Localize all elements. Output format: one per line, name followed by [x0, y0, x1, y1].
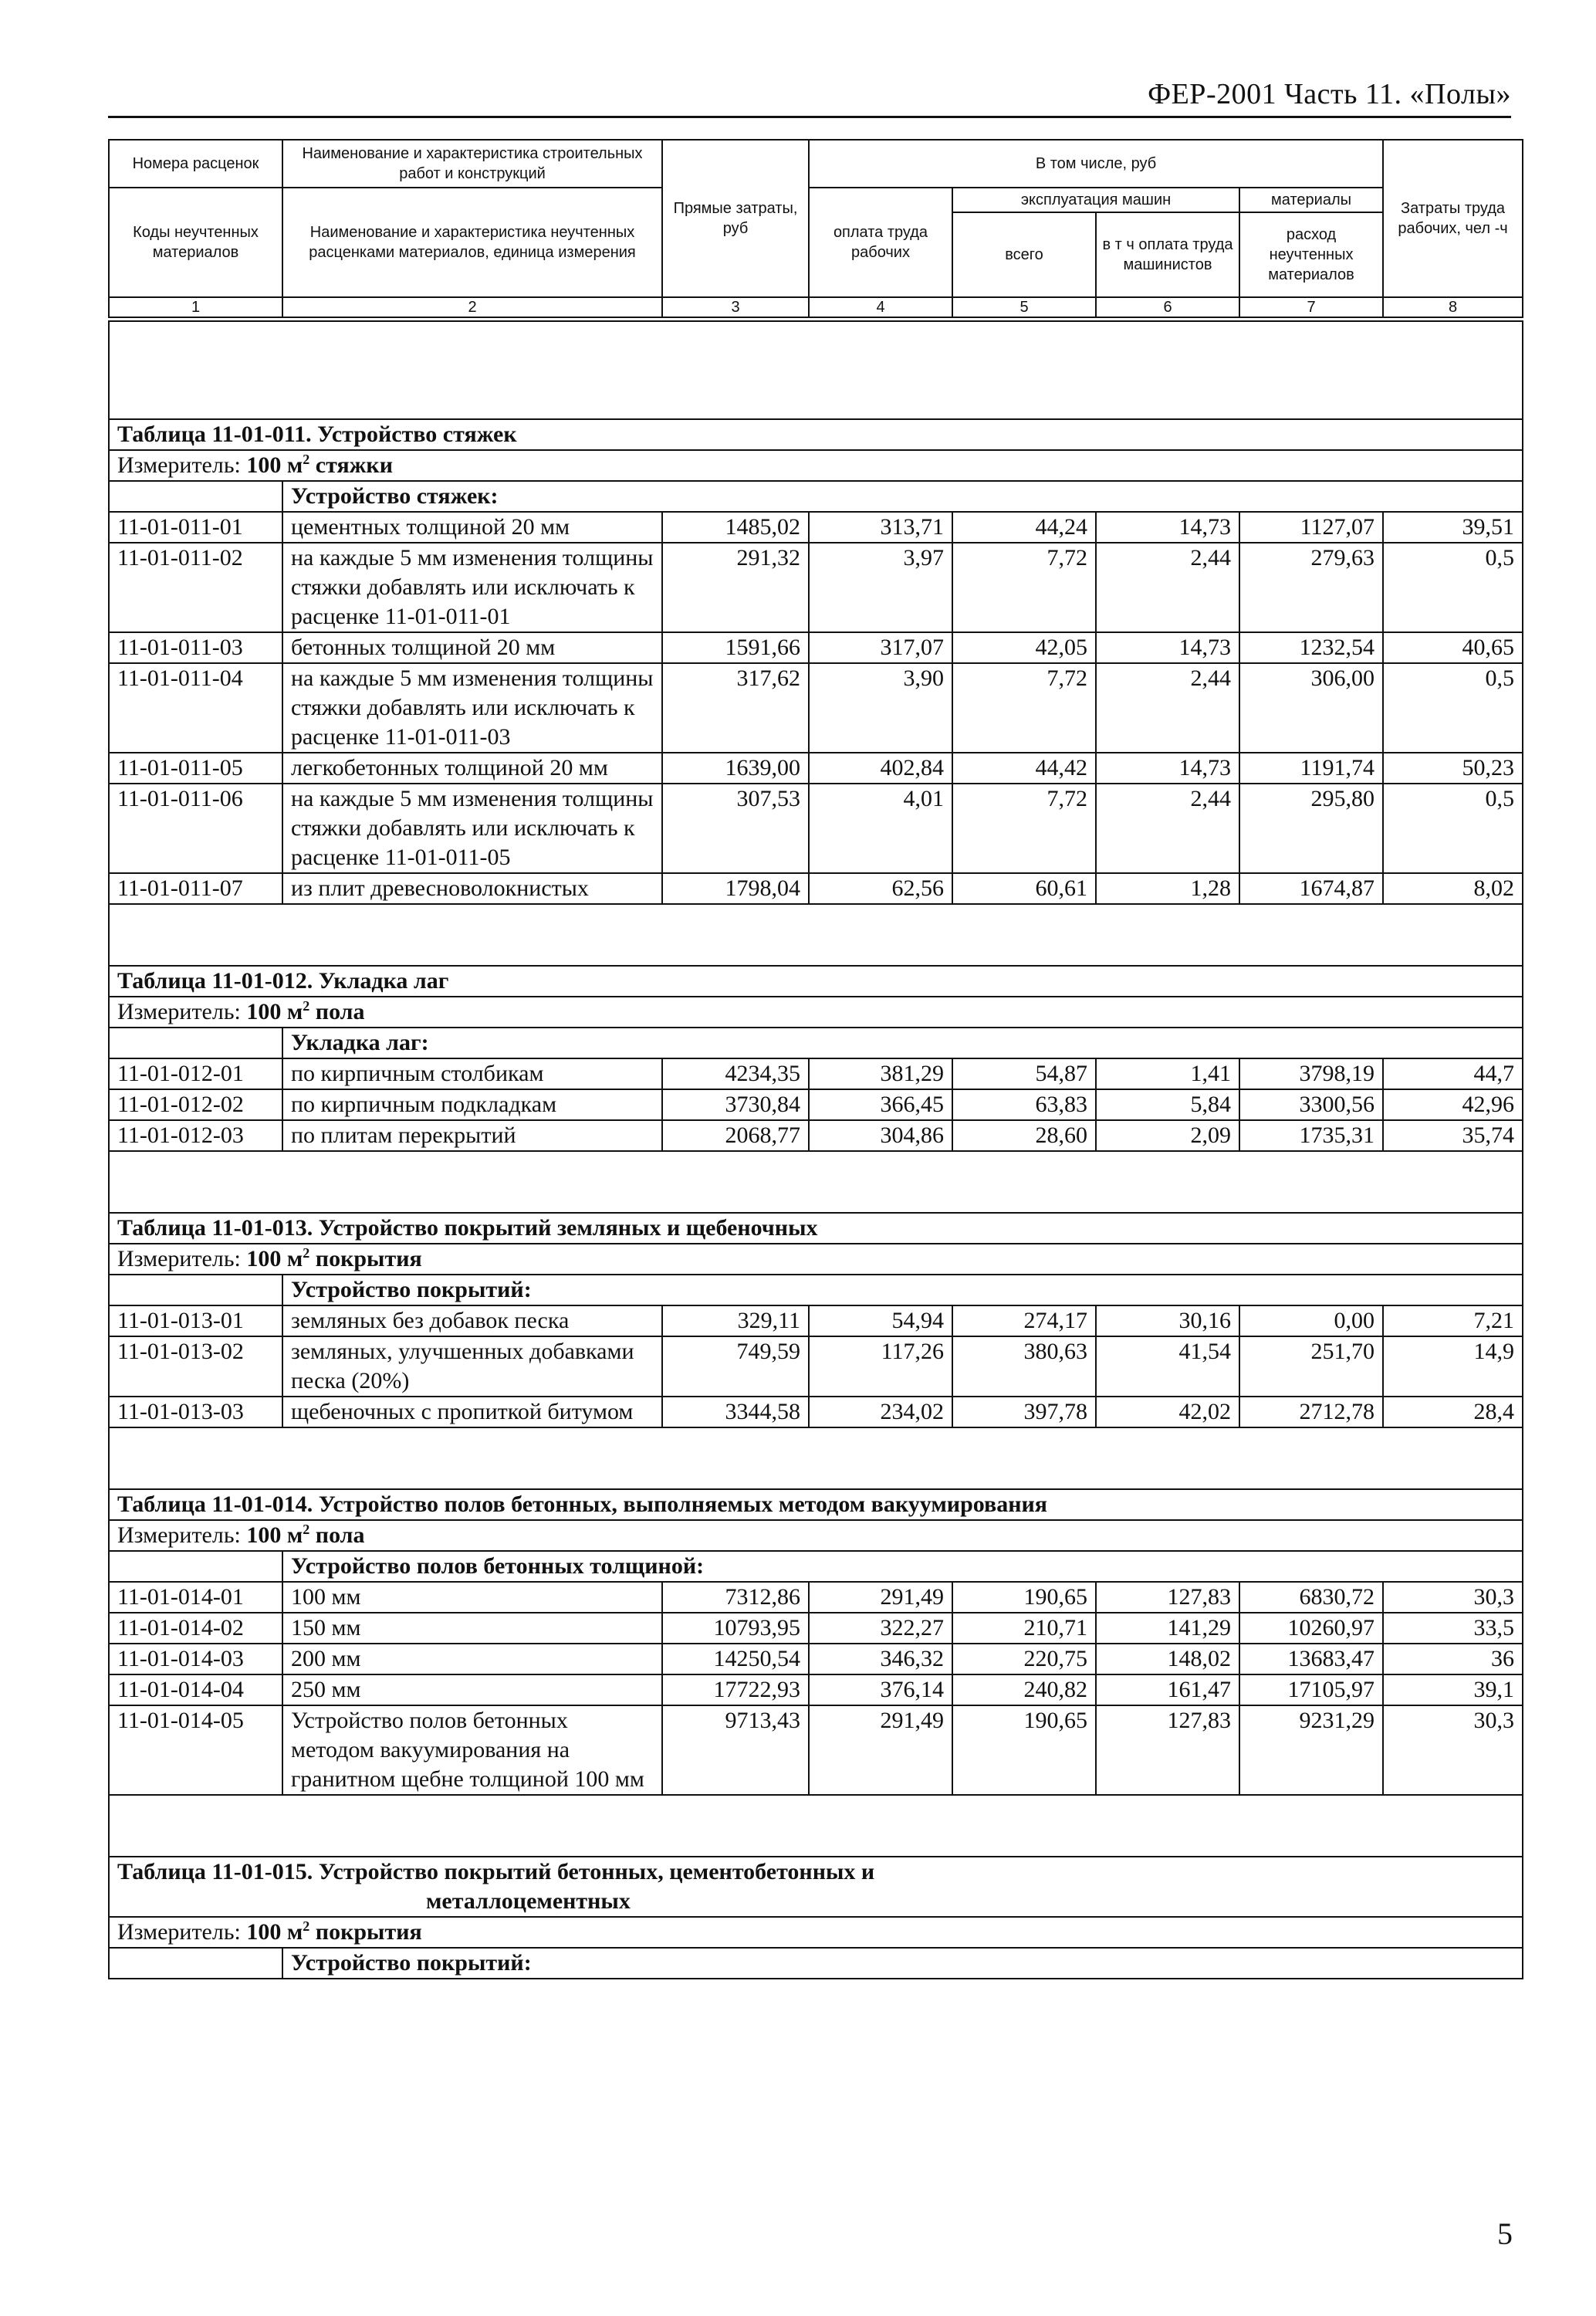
col-header-labor-hours: Затраты труда рабочих, чел -ч [1383, 140, 1523, 297]
measure-unit-superscript: 2 [303, 1918, 310, 1934]
table-title-row [109, 1489, 1523, 1520]
operator-pay-value: 42,02 [1096, 1397, 1239, 1427]
operator-pay-value: 2,44 [1096, 663, 1239, 753]
labor-hours-value: 8,02 [1383, 873, 1523, 904]
rate-code: 11-01-014-01 [109, 1582, 282, 1613]
rate-code: 11-01-012-03 [109, 1120, 282, 1151]
col-header-worker-pay: оплата труда рабочих [809, 188, 952, 297]
operator-pay-value: 2,44 [1096, 784, 1239, 873]
labor-hours-value: 28,4 [1383, 1397, 1523, 1427]
machines-total-value: 44,24 [952, 512, 1096, 543]
measure-unit-value: 100 м [246, 1522, 303, 1548]
table-title-text: Таблица 11-01-013. Устройство покрытий земляных и щебеночных [117, 1215, 818, 1241]
measure-unit-line [109, 997, 1523, 1028]
spacer-row [109, 1795, 1523, 1857]
machines-total-value: 7,72 [952, 543, 1096, 632]
measure-row [109, 1244, 1523, 1275]
work-description: 200 мм [282, 1644, 662, 1674]
machines-total-value: 274,17 [952, 1305, 1096, 1336]
materials-value: 1232,54 [1239, 632, 1383, 663]
measure-unit-value: 100 м [246, 1919, 303, 1945]
work-description: бетонных толщиной 20 мм [282, 632, 662, 663]
measure-unit-line [109, 450, 1523, 481]
direct-costs-value: 14250,54 [662, 1644, 809, 1674]
worker-pay-value: 234,02 [809, 1397, 952, 1427]
table-title-text: Таблица 11-01-014. Устройство полов бетонных, выполняемых методом вакуумирования [117, 1492, 1048, 1517]
table-title-row [109, 1857, 1523, 1917]
labor-hours-value: 0,5 [1383, 784, 1523, 873]
rate-code: 11-01-011-03 [109, 632, 282, 663]
section-row [109, 1551, 1523, 1582]
machines-total-value: 397,78 [952, 1397, 1096, 1427]
direct-costs-value: 1591,66 [662, 632, 809, 663]
table-row [109, 1644, 1523, 1674]
table-row [109, 753, 1523, 784]
section-heading: Устройство стяжек: [282, 481, 1523, 512]
col-header-direct-costs: Прямые затраты, руб [662, 140, 809, 297]
direct-costs-value: 1485,02 [662, 512, 809, 543]
machines-total-value: 42,05 [952, 632, 1096, 663]
rate-code: 11-01-014-03 [109, 1644, 282, 1674]
worker-pay-value: 4,01 [809, 784, 952, 873]
table-title [109, 1489, 1523, 1520]
operator-pay-value: 41,54 [1096, 1336, 1239, 1397]
machines-total-value: 380,63 [952, 1336, 1096, 1397]
table-row [109, 1613, 1523, 1644]
col-number: 4 [809, 297, 952, 317]
worker-pay-value: 117,26 [809, 1336, 952, 1397]
rate-code: 11-01-011-06 [109, 784, 282, 873]
labor-hours-value: 40,65 [1383, 632, 1523, 663]
labor-hours-value: 36 [1383, 1644, 1523, 1674]
direct-costs-value: 317,62 [662, 663, 809, 753]
direct-costs-value: 3730,84 [662, 1089, 809, 1120]
machines-total-value: 190,65 [952, 1582, 1096, 1613]
measure-prefix: Измеритель: [117, 1246, 247, 1271]
table-title-text: Таблица 11-01-011. Устройство стяжек [117, 422, 517, 447]
table-title-continuation: металлоцементных [426, 1888, 631, 1914]
materials-value: 10260,97 [1239, 1613, 1383, 1644]
worker-pay-value: 62,56 [809, 873, 952, 904]
rates-table [108, 320, 1523, 1979]
rate-code: 11-01-014-02 [109, 1613, 282, 1644]
work-description: по кирпичным столбикам [282, 1058, 662, 1089]
work-description: 250 мм [282, 1674, 662, 1705]
direct-costs-value: 749,59 [662, 1336, 809, 1397]
worker-pay-value: 304,86 [809, 1120, 952, 1151]
header-rule [108, 116, 1511, 118]
measure-prefix: Измеритель: [117, 1919, 247, 1945]
labor-hours-value: 50,23 [1383, 753, 1523, 784]
worker-pay-value: 291,49 [809, 1582, 952, 1613]
materials-value: 3300,56 [1239, 1089, 1383, 1120]
labor-hours-value: 0,5 [1383, 543, 1523, 632]
operator-pay-value: 141,29 [1096, 1613, 1239, 1644]
worker-pay-value: 291,49 [809, 1705, 952, 1795]
col-number: 8 [1383, 297, 1523, 317]
table-row [109, 1089, 1523, 1120]
spacer-cell [109, 1151, 1523, 1213]
machines-total-value: 240,82 [952, 1674, 1096, 1705]
operator-pay-value: 2,09 [1096, 1120, 1239, 1151]
work-description: щебеночных с пропиткой битумом [282, 1397, 662, 1427]
col-header-unaccounted-materials: расход неучтенных материалов [1239, 212, 1383, 297]
machines-total-value: 210,71 [952, 1613, 1096, 1644]
measure-unit-suffix: пола [309, 1522, 365, 1548]
measure-unit-value: 100 м [246, 1246, 303, 1271]
machines-total-value: 63,83 [952, 1089, 1096, 1120]
operator-pay-value: 1,41 [1096, 1058, 1239, 1089]
spacer-row [109, 1427, 1523, 1489]
direct-costs-value: 4234,35 [662, 1058, 809, 1089]
direct-costs-value: 7312,86 [662, 1582, 809, 1613]
work-description: из плит древесноволокнистых [282, 873, 662, 904]
column-header-table [108, 139, 1523, 318]
operator-pay-value: 148,02 [1096, 1644, 1239, 1674]
spacer-cell [109, 321, 1523, 419]
worker-pay-value: 322,27 [809, 1613, 952, 1644]
table-row [109, 543, 1523, 632]
rate-code: 11-01-012-02 [109, 1089, 282, 1120]
section-spacer-cell [109, 1028, 282, 1058]
machines-total-value: 190,65 [952, 1705, 1096, 1795]
machines-total-value: 7,72 [952, 663, 1096, 753]
materials-value: 306,00 [1239, 663, 1383, 753]
labor-hours-value: 0,5 [1383, 663, 1523, 753]
running-header: ФЕР-2001 Часть 11. «Полы» [1148, 78, 1511, 110]
materials-value: 251,70 [1239, 1336, 1383, 1397]
measure-row [109, 450, 1523, 481]
materials-value: 1191,74 [1239, 753, 1383, 784]
table-row [109, 1120, 1523, 1151]
measure-prefix: Измеритель: [117, 452, 247, 478]
rate-code: 11-01-012-01 [109, 1058, 282, 1089]
spacer-cell [109, 1427, 1523, 1489]
measure-unit [246, 452, 393, 478]
materials-value: 6830,72 [1239, 1582, 1383, 1613]
table-row [109, 873, 1523, 904]
direct-costs-value: 10793,95 [662, 1613, 809, 1644]
measure-row [109, 1917, 1523, 1948]
labor-hours-value: 30,3 [1383, 1582, 1523, 1613]
labor-hours-value: 14,9 [1383, 1336, 1523, 1397]
table-row [109, 512, 1523, 543]
col-header-group: В том числе, руб [809, 140, 1383, 188]
operator-pay-value: 1,28 [1096, 873, 1239, 904]
operator-pay-value: 14,73 [1096, 753, 1239, 784]
col-header-operator-pay: в т ч оплата труда машинистов [1096, 212, 1239, 297]
table-row [109, 1058, 1523, 1089]
table-row [109, 1674, 1523, 1705]
work-description: цементных толщиной 20 мм [282, 512, 662, 543]
worker-pay-value: 366,45 [809, 1089, 952, 1120]
col-number: 6 [1096, 297, 1239, 317]
table-row [109, 1705, 1523, 1795]
section-row [109, 1948, 1523, 1979]
direct-costs-value: 1798,04 [662, 873, 809, 904]
worker-pay-value: 346,32 [809, 1644, 952, 1674]
materials-value: 17105,97 [1239, 1674, 1383, 1705]
measure-unit [246, 999, 364, 1024]
measure-prefix: Измеритель: [117, 1522, 247, 1548]
measure-unit-line [109, 1520, 1523, 1551]
direct-costs-value: 9713,43 [662, 1705, 809, 1795]
measure-unit-suffix: покрытия [309, 1246, 422, 1271]
machines-total-value: 220,75 [952, 1644, 1096, 1674]
table-title-row [109, 419, 1523, 450]
rate-code: 11-01-011-05 [109, 753, 282, 784]
section-spacer-cell [109, 1948, 282, 1979]
worker-pay-value: 317,07 [809, 632, 952, 663]
table-title-text: Таблица 11-01-012. Укладка лаг [117, 968, 449, 994]
work-description: на каждые 5 мм изменения толщины стяжки добавлять или исключать к расценке 11-01-011-05 [282, 784, 662, 873]
labor-hours-value: 39,1 [1383, 1674, 1523, 1705]
measure-unit [246, 1246, 421, 1271]
spacer-row [109, 904, 1523, 966]
worker-pay-value: 402,84 [809, 753, 952, 784]
table-row [109, 663, 1523, 753]
measure-prefix: Измеритель: [117, 999, 247, 1024]
col-header-machines-total: всего [952, 212, 1096, 297]
table-row [109, 1582, 1523, 1613]
measure-unit [246, 1919, 421, 1945]
col-header-codes-top: Номера расценок [109, 140, 282, 188]
labor-hours-value: 30,3 [1383, 1705, 1523, 1795]
materials-value: 3798,19 [1239, 1058, 1383, 1089]
rate-code: 11-01-011-07 [109, 873, 282, 904]
measure-unit-value: 100 м [246, 452, 303, 478]
section-heading: Устройство покрытий: [282, 1948, 1523, 1979]
section-row [109, 1028, 1523, 1058]
table-row [109, 1336, 1523, 1397]
worker-pay-value: 376,14 [809, 1674, 952, 1705]
materials-value: 0,00 [1239, 1305, 1383, 1336]
col-header-name-bottom: Наименование и характеристика неучтенных расценками материалов, единица измерения [282, 188, 662, 297]
operator-pay-value: 127,83 [1096, 1582, 1239, 1613]
page-number: 5 [1497, 2216, 1513, 2251]
measure-row [109, 1520, 1523, 1551]
direct-costs-value: 329,11 [662, 1305, 809, 1336]
materials-value: 295,80 [1239, 784, 1383, 873]
direct-costs-value: 2068,77 [662, 1120, 809, 1151]
rate-code: 11-01-013-03 [109, 1397, 282, 1427]
section-spacer-cell [109, 1551, 282, 1582]
table-title-text: Таблица 11-01-015. Устройство покрытий бетонных, цементобетонных и [117, 1859, 875, 1884]
direct-costs-value: 3344,58 [662, 1397, 809, 1427]
operator-pay-value: 127,83 [1096, 1705, 1239, 1795]
materials-value: 279,63 [1239, 543, 1383, 632]
measure-unit-suffix: покрытия [309, 1919, 422, 1945]
machines-total-value: 54,87 [952, 1058, 1096, 1089]
spacer-cell [109, 1795, 1523, 1857]
spacer-row [109, 1151, 1523, 1213]
table-title [109, 419, 1523, 450]
operator-pay-value: 2,44 [1096, 543, 1239, 632]
section-row [109, 481, 1523, 512]
measure-unit-suffix: стяжки [309, 452, 394, 478]
rate-code: 11-01-014-04 [109, 1674, 282, 1705]
direct-costs-value: 291,32 [662, 543, 809, 632]
work-description: легкобетонных толщиной 20 мм [282, 753, 662, 784]
operator-pay-value: 30,16 [1096, 1305, 1239, 1336]
col-number: 7 [1239, 297, 1383, 317]
table-title [109, 966, 1523, 997]
labor-hours-value: 7,21 [1383, 1305, 1523, 1336]
worker-pay-value: 381,29 [809, 1058, 952, 1089]
col-number: 5 [952, 297, 1096, 317]
labor-hours-value: 44,7 [1383, 1058, 1523, 1089]
work-description: по кирпичным подкладкам [282, 1089, 662, 1120]
measure-unit-value: 100 м [246, 999, 303, 1024]
work-description: 150 мм [282, 1613, 662, 1644]
section-heading: Устройство покрытий: [282, 1275, 1523, 1305]
measure-row [109, 997, 1523, 1028]
measure-unit-superscript: 2 [303, 1245, 310, 1261]
measure-unit-line [109, 1917, 1523, 1948]
materials-value: 1127,07 [1239, 512, 1383, 543]
col-header-materials: материалы [1239, 188, 1383, 212]
spacer-cell [109, 904, 1523, 966]
rate-code: 11-01-013-01 [109, 1305, 282, 1336]
col-header-name-top: Наименование и характеристика строительных работ и конструкций [282, 140, 662, 188]
materials-value: 9231,29 [1239, 1705, 1383, 1795]
section-row [109, 1275, 1523, 1305]
worker-pay-value: 54,94 [809, 1305, 952, 1336]
machines-total-value: 28,60 [952, 1120, 1096, 1151]
col-number: 2 [282, 297, 662, 317]
table-row [109, 632, 1523, 663]
section-spacer-cell [109, 481, 282, 512]
materials-value: 1674,87 [1239, 873, 1383, 904]
work-description: Устройство полов бетонных методом вакуумирования на гранитном щебне толщиной 100 мм [282, 1705, 662, 1795]
section-spacer-cell [109, 1275, 282, 1305]
labor-hours-value: 33,5 [1383, 1613, 1523, 1644]
labor-hours-value: 39,51 [1383, 512, 1523, 543]
col-header-machines: эксплуатация машин [952, 188, 1239, 212]
worker-pay-value: 313,71 [809, 512, 952, 543]
machines-total-value: 60,61 [952, 873, 1096, 904]
measure-unit-line [109, 1244, 1523, 1275]
table-row [109, 1397, 1523, 1427]
measure-unit-superscript: 2 [303, 998, 310, 1014]
measure-unit [246, 1522, 364, 1548]
materials-value: 1735,31 [1239, 1120, 1383, 1151]
col-header-codes-bottom: Коды неучтенных материалов [109, 188, 282, 297]
measure-unit-superscript: 2 [303, 452, 310, 467]
direct-costs-value: 17722,93 [662, 1674, 809, 1705]
table-title [109, 1213, 1523, 1244]
table-title [109, 1857, 1523, 1917]
table-row [109, 1305, 1523, 1336]
table-title-row [109, 1213, 1523, 1244]
table-row [109, 784, 1523, 873]
worker-pay-value: 3,97 [809, 543, 952, 632]
rate-code: 11-01-011-04 [109, 663, 282, 753]
labor-hours-value: 35,74 [1383, 1120, 1523, 1151]
operator-pay-value: 5,84 [1096, 1089, 1239, 1120]
work-description: на каждые 5 мм изменения толщины стяжки добавлять или исключать к расценке 11-01-011-01 [282, 543, 662, 632]
section-heading: Укладка лаг: [282, 1028, 1523, 1058]
col-number: 3 [662, 297, 809, 317]
measure-unit-superscript: 2 [303, 1522, 310, 1537]
table-title-row [109, 966, 1523, 997]
work-description: земляных, улучшенных добавками песка (20%) [282, 1336, 662, 1397]
work-description: земляных без добавок песка [282, 1305, 662, 1336]
work-description: на каждые 5 мм изменения толщины стяжки добавлять или исключать к расценке 11-01-011-03 [282, 663, 662, 753]
measure-unit-suffix: пола [309, 999, 365, 1024]
col-number: 1 [109, 297, 282, 317]
direct-costs-value: 1639,00 [662, 753, 809, 784]
direct-costs-value: 307,53 [662, 784, 809, 873]
machines-total-value: 7,72 [952, 784, 1096, 873]
machines-total-value: 44,42 [952, 753, 1096, 784]
rate-code: 11-01-011-02 [109, 543, 282, 632]
materials-value: 2712,78 [1239, 1397, 1383, 1427]
operator-pay-value: 161,47 [1096, 1674, 1239, 1705]
section-heading: Устройство полов бетонных толщиной: [282, 1551, 1523, 1582]
spacer-row [109, 321, 1523, 419]
operator-pay-value: 14,73 [1096, 512, 1239, 543]
labor-hours-value: 42,96 [1383, 1089, 1523, 1120]
rate-code: 11-01-014-05 [109, 1705, 282, 1795]
materials-value: 13683,47 [1239, 1644, 1383, 1674]
rate-code: 11-01-013-02 [109, 1336, 282, 1397]
work-description: 100 мм [282, 1582, 662, 1613]
operator-pay-value: 14,73 [1096, 632, 1239, 663]
rate-code: 11-01-011-01 [109, 512, 282, 543]
worker-pay-value: 3,90 [809, 663, 952, 753]
work-description: по плитам перекрытий [282, 1120, 662, 1151]
